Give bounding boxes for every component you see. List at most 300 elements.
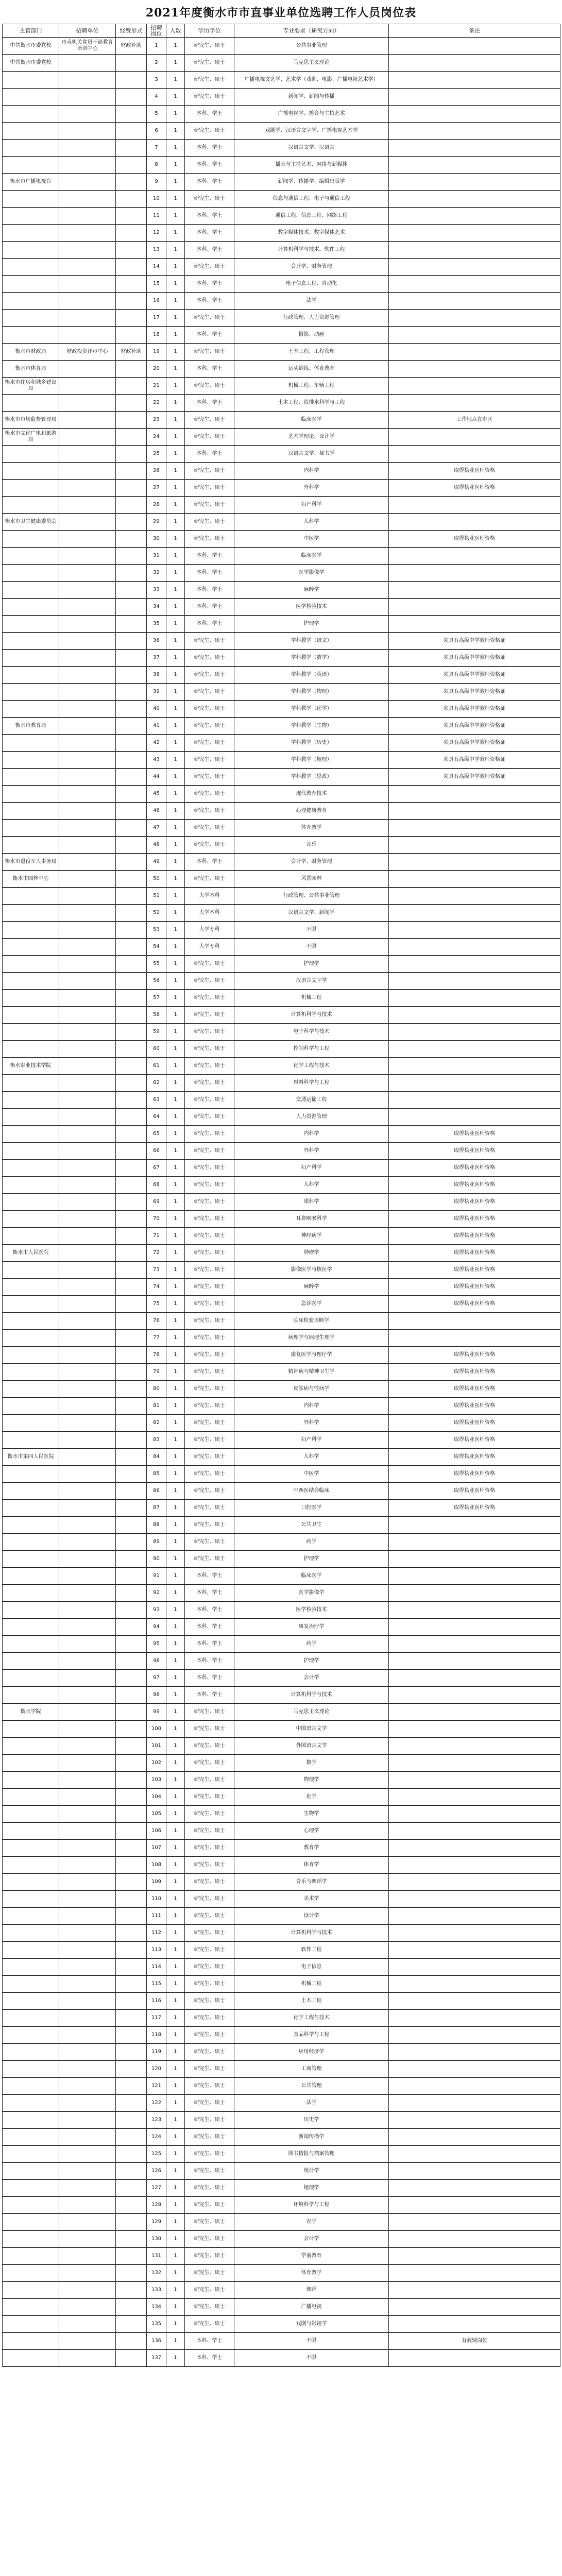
cell-code: 107 (147, 1840, 166, 1857)
cell-dept: 中共衡水市委党校 (3, 38, 59, 55)
cell-edu: 研究生、硕士 (185, 1177, 234, 1194)
cell-code: 64 (147, 1109, 166, 1126)
cell-edu: 本科、学士 (185, 1636, 234, 1653)
table-row (3, 1568, 560, 1585)
cell-note (389, 1619, 560, 1636)
cell-nature (116, 2180, 147, 2197)
cell-edu: 研究生、硕士 (185, 1262, 234, 1279)
cell-nature (116, 2146, 147, 2163)
cell-count: 1 (166, 1500, 185, 1517)
cell-code: 14 (147, 259, 166, 276)
cell-unit (59, 497, 116, 514)
cell-major: 化学 (234, 1789, 389, 1806)
cell-code: 63 (147, 1092, 166, 1109)
cell-note: 须具有高级中学教师资格证 (389, 667, 560, 684)
cell-count: 1 (166, 922, 185, 939)
cell-unit (59, 1891, 116, 1908)
cell-edu: 研究生、硕士 (185, 55, 234, 72)
cell-edu: 研究生、硕士 (185, 497, 234, 514)
cell-unit (59, 106, 116, 123)
cell-nature (116, 1619, 147, 1636)
table-row (3, 1551, 560, 1568)
cell-dept (3, 2044, 59, 2061)
cell-major: 病理学与病理生理学 (234, 1330, 389, 1347)
cell-code: 115 (147, 1976, 166, 1993)
cell-dept (3, 1976, 59, 1993)
table-row (3, 2027, 560, 2044)
cell-unit (59, 1347, 116, 1364)
cell-dept (3, 752, 59, 769)
cell-note (389, 276, 560, 293)
cell-dept (3, 1517, 59, 1534)
cell-dept (3, 225, 59, 242)
cell-dept (3, 735, 59, 752)
cell-code: 81 (147, 1398, 166, 1415)
cell-unit (59, 1075, 116, 1092)
cell-note (389, 905, 560, 922)
cell-major: 设计学 (234, 1908, 389, 1925)
table-row (3, 1500, 560, 1517)
cell-code: 41 (147, 718, 166, 735)
cell-unit (59, 480, 116, 497)
cell-code: 2 (147, 55, 166, 72)
cell-note: 取得执业医师资格 (389, 1483, 560, 1500)
cell-code: 104 (147, 1789, 166, 1806)
cell-note (389, 1772, 560, 1789)
cell-nature (116, 1602, 147, 1619)
cell-unit (59, 259, 116, 276)
cell-dept (3, 480, 59, 497)
cell-unit (59, 1381, 116, 1398)
cell-edu: 研究生、硕士 (185, 1092, 234, 1109)
table-row (3, 548, 560, 565)
cell-edu: 研究生、硕士 (185, 429, 234, 446)
cell-count: 1 (166, 1160, 185, 1177)
cell-dept (3, 565, 59, 582)
cell-nature (116, 1058, 147, 1075)
cell-major: 学科教学（语文） (234, 633, 389, 650)
cell-dept (3, 922, 59, 939)
cell-edu: 研究生、硕士 (185, 2231, 234, 2248)
cell-dept (3, 310, 59, 327)
cell-edu: 研究生、硕士 (185, 633, 234, 650)
cell-count: 1 (166, 1177, 185, 1194)
cell-major: 学科教学（生物） (234, 718, 389, 735)
cell-nature (116, 1194, 147, 1211)
cell-count: 1 (166, 293, 185, 310)
table-row (3, 446, 560, 463)
cell-code: 34 (147, 599, 166, 616)
cell-code: 122 (147, 2095, 166, 2112)
cell-edu: 研究生、硕士 (185, 1772, 234, 1789)
cell-dept (3, 1296, 59, 1313)
cell-nature (116, 599, 147, 616)
cell-unit (59, 1925, 116, 1942)
cell-edu: 本科、学士 (185, 1687, 234, 1704)
cell-code: 116 (147, 1993, 166, 2010)
cell-nature (116, 1925, 147, 1942)
cell-note (389, 1721, 560, 1738)
table-row (3, 1296, 560, 1313)
table-row (3, 514, 560, 531)
cell-unit (59, 1636, 116, 1653)
cell-major: 土木工程、工程管理 (234, 344, 389, 361)
cell-note (389, 2282, 560, 2299)
cell-nature (116, 1857, 147, 1874)
cell-nature (116, 1840, 147, 1857)
cell-note (389, 2299, 560, 2316)
cell-edu: 研究生、硕士 (185, 1398, 234, 1415)
cell-nature (116, 2061, 147, 2078)
cell-edu: 研究生、硕士 (185, 1126, 234, 1143)
cell-note: 取得执业医师资格 (389, 1415, 560, 1432)
cell-nature (116, 752, 147, 769)
cell-unit (59, 616, 116, 633)
cell-code: 61 (147, 1058, 166, 1075)
cell-nature (116, 1211, 147, 1228)
cell-nature (116, 1483, 147, 1500)
cell-nature (116, 1109, 147, 1126)
cell-nature (116, 1806, 147, 1823)
cell-code: 59 (147, 1024, 166, 1041)
cell-unit (59, 2231, 116, 2248)
cell-nature (116, 1466, 147, 1483)
cell-note (389, 1313, 560, 1330)
cell-unit (59, 1789, 116, 1806)
cell-major: 不限 (234, 2333, 389, 2350)
cell-unit (59, 1806, 116, 1823)
cell-dept (3, 1500, 59, 1517)
cell-edu: 研究生、硕士 (185, 2282, 234, 2299)
cell-count: 1 (166, 1092, 185, 1109)
cell-note: 取得执业医师资格 (389, 1228, 560, 1245)
table-row (3, 1092, 560, 1109)
header-unit: 招聘单位 (59, 24, 116, 38)
cell-dept: 衡水市教育局 (3, 718, 59, 735)
table-row (3, 497, 560, 514)
cell-dept (3, 89, 59, 106)
cell-code: 48 (147, 837, 166, 854)
cell-unit (59, 1823, 116, 1840)
cell-major: 法学 (234, 2095, 389, 2112)
cell-dept (3, 259, 59, 276)
cell-nature (116, 259, 147, 276)
cell-note (389, 565, 560, 582)
cell-count: 1 (166, 1789, 185, 1806)
cell-unit (59, 2197, 116, 2214)
cell-code: 42 (147, 735, 166, 752)
cell-note (389, 191, 560, 208)
cell-major: 历史学 (234, 2112, 389, 2129)
cell-unit (59, 786, 116, 803)
table-row (3, 1364, 560, 1381)
cell-nature (116, 803, 147, 820)
cell-nature (116, 1313, 147, 1330)
cell-major: 数字媒体技术、数字媒体艺术 (234, 225, 389, 242)
cell-dept (3, 2163, 59, 2180)
cell-note (389, 2027, 560, 2044)
cell-nature (116, 1228, 147, 1245)
cell-note: 须具有高级中学教师资格证 (389, 752, 560, 769)
cell-dept: 衡水市文化广电和旅游局 (3, 429, 59, 446)
cell-code: 33 (147, 582, 166, 599)
cell-nature (116, 1041, 147, 1058)
cell-nature (116, 1772, 147, 1789)
cell-nature (116, 1398, 147, 1415)
cell-dept (3, 1636, 59, 1653)
cell-major: 外国语言文学 (234, 1738, 389, 1755)
cell-count: 1 (166, 344, 185, 361)
cell-major: 肿瘤学 (234, 1245, 389, 1262)
header-dept: 主管部门 (3, 24, 59, 38)
cell-edu: 研究生、硕士 (185, 2112, 234, 2129)
cell-code: 44 (147, 769, 166, 786)
cell-unit (59, 1313, 116, 1330)
cell-count: 1 (166, 1415, 185, 1432)
cell-code: 88 (147, 1517, 166, 1534)
cell-code: 10 (147, 191, 166, 208)
cell-nature (116, 1279, 147, 1296)
cell-nature (116, 293, 147, 310)
cell-dept (3, 1109, 59, 1126)
cell-note (389, 1024, 560, 1041)
cell-count: 1 (166, 1245, 185, 1262)
cell-nature (116, 514, 147, 531)
cell-code: 85 (147, 1466, 166, 1483)
cell-major: 临床检验诊断学 (234, 1313, 389, 1330)
cell-code: 129 (147, 2214, 166, 2231)
cell-count: 1 (166, 55, 185, 72)
table-row (3, 1993, 560, 2010)
table-row (3, 2146, 560, 2163)
cell-unit (59, 990, 116, 1007)
cell-nature (116, 1568, 147, 1585)
cell-dept: 衡水市广播电视台 (3, 174, 59, 191)
cell-code: 25 (147, 446, 166, 463)
cell-count: 1 (166, 990, 185, 1007)
cell-dept (3, 72, 59, 89)
cell-unit (59, 1772, 116, 1789)
cell-dept (3, 1942, 59, 1959)
cell-dept (3, 157, 59, 174)
table-row (3, 582, 560, 599)
cell-major: 皮肤病与性病学 (234, 1381, 389, 1398)
cell-major: 广播电视学、播音与主持艺术 (234, 106, 389, 123)
cell-code: 113 (147, 1942, 166, 1959)
cell-major: 精神病与精神卫生学 (234, 1364, 389, 1381)
cell-unit (59, 1568, 116, 1585)
cell-major: 学科教学（历史） (234, 735, 389, 752)
cell-code: 82 (147, 1415, 166, 1432)
table-row (3, 1381, 560, 1398)
cell-count: 1 (166, 616, 185, 633)
table-row (3, 174, 560, 191)
table-row (3, 1211, 560, 1228)
cell-note (389, 225, 560, 242)
cell-code: 84 (147, 1449, 166, 1466)
cell-dept (3, 1041, 59, 1058)
cell-edu: 研究生、硕士 (185, 1534, 234, 1551)
cell-nature (116, 1296, 147, 1313)
cell-count: 1 (166, 854, 185, 871)
cell-unit: 市直机关党员干部教育培训中心 (59, 38, 116, 55)
cell-major: 妇产科学 (234, 1432, 389, 1449)
cell-dept (3, 650, 59, 667)
cell-note: 取得执业医师资格 (389, 1143, 560, 1160)
cell-major: 运动训练、体育教育 (234, 361, 389, 378)
cell-unit (59, 650, 116, 667)
cell-note (389, 2316, 560, 2333)
cell-major: 通信工程、信息工程、网络工程 (234, 208, 389, 225)
cell-major: 电子科学与技术 (234, 1024, 389, 1041)
cell-dept (3, 1687, 59, 1704)
cell-dept (3, 2231, 59, 2248)
cell-note (389, 1653, 560, 1670)
cell-note (389, 1857, 560, 1874)
cell-count: 1 (166, 1772, 185, 1789)
cell-nature (116, 157, 147, 174)
cell-nature (116, 667, 147, 684)
cell-unit (59, 463, 116, 480)
cell-dept (3, 1194, 59, 1211)
cell-edu: 本科、学士 (185, 242, 234, 259)
cell-unit (59, 1500, 116, 1517)
cell-note (389, 2163, 560, 2180)
cell-unit (59, 89, 116, 106)
cell-edu: 本科、学士 (185, 276, 234, 293)
cell-unit (59, 1160, 116, 1177)
cell-count: 1 (166, 1041, 185, 1058)
cell-count: 1 (166, 2231, 185, 2248)
cell-note (389, 1959, 560, 1976)
cell-dept: 衡水市退役军人事务局 (3, 854, 59, 871)
cell-note (389, 820, 560, 837)
cell-nature (116, 140, 147, 157)
table-row (3, 1517, 560, 1534)
cell-nature (116, 1517, 147, 1534)
cell-dept (3, 327, 59, 344)
table-row (3, 1245, 560, 1262)
cell-count: 1 (166, 1534, 185, 1551)
cell-code: 28 (147, 497, 166, 514)
cell-major: 临床医学 (234, 548, 389, 565)
cell-dept (3, 191, 59, 208)
header-row (3, 24, 560, 38)
cell-major: 会计学、财务管理 (234, 259, 389, 276)
cell-unit (59, 1619, 116, 1636)
cell-count: 1 (166, 1211, 185, 1228)
cell-nature (116, 1993, 147, 2010)
cell-note (389, 548, 560, 565)
cell-edu: 研究生、硕士 (185, 1075, 234, 1092)
cell-nature (116, 2010, 147, 2027)
cell-dept (3, 1126, 59, 1143)
cell-note (389, 871, 560, 888)
cell-dept: 衡水市市场监督管理局 (3, 412, 59, 429)
cell-edu: 本科、学士 (185, 157, 234, 174)
cell-edu: 本科、学士 (185, 1568, 234, 1585)
cell-unit (59, 1976, 116, 1993)
cell-dept (3, 1874, 59, 1891)
cell-note (389, 2214, 560, 2231)
cell-major: 土木工程 (234, 1993, 389, 2010)
cell-note (389, 786, 560, 803)
cell-note (389, 837, 560, 854)
cell-unit (59, 2299, 116, 2316)
cell-nature (116, 89, 147, 106)
table-row (3, 361, 560, 378)
cell-dept (3, 1262, 59, 1279)
cell-dept: 衡水市人民医院 (3, 1245, 59, 1262)
cell-count: 1 (166, 225, 185, 242)
cell-note (389, 497, 560, 514)
cell-unit (59, 1279, 116, 1296)
cell-count: 1 (166, 1687, 185, 1704)
header-note: 备注 (389, 24, 560, 38)
cell-count: 1 (166, 1075, 185, 1092)
cell-edu: 研究生、硕士 (185, 752, 234, 769)
cell-note (389, 1534, 560, 1551)
cell-unit (59, 956, 116, 973)
cell-unit (59, 1228, 116, 1245)
cell-major: 食品科学与工程 (234, 2027, 389, 2044)
cell-major: 化学工程与技术 (234, 1058, 389, 1075)
cell-unit (59, 1058, 116, 1075)
cell-edu: 研究生、硕士 (185, 412, 234, 429)
cell-dept (3, 1789, 59, 1806)
cell-major: 学科教学（英语） (234, 667, 389, 684)
cell-dept (3, 582, 59, 599)
table-row (3, 412, 560, 429)
cell-note (389, 106, 560, 123)
cell-code: 86 (147, 1483, 166, 1500)
cell-count: 1 (166, 1874, 185, 1891)
cell-unit (59, 2163, 116, 2180)
cell-count: 1 (166, 2282, 185, 2299)
cell-nature (116, 327, 147, 344)
cell-edu: 研究生、硕士 (185, 1415, 234, 1432)
cell-major: 艺术学理论、设计学 (234, 429, 389, 446)
cell-nature (116, 769, 147, 786)
cell-nature (116, 1245, 147, 1262)
cell-count: 1 (166, 1364, 185, 1381)
cell-code: 1 (147, 38, 166, 55)
cell-code: 24 (147, 429, 166, 446)
cell-note: 取得执业医师资格 (389, 1398, 560, 1415)
table-row (3, 2010, 560, 2027)
table-row (3, 2197, 560, 2214)
cell-major: 化学工程与技术 (234, 2010, 389, 2027)
cell-dept (3, 1602, 59, 1619)
cell-dept (3, 820, 59, 837)
cell-code: 19 (147, 344, 166, 361)
cell-count: 1 (166, 1738, 185, 1755)
cell-code: 103 (147, 1772, 166, 1789)
cell-nature (116, 55, 147, 72)
cell-major: 新闻传播学 (234, 2129, 389, 2146)
table-row (3, 599, 560, 616)
cell-unit (59, 939, 116, 956)
table-row (3, 225, 560, 242)
cell-edu: 本科、学士 (185, 293, 234, 310)
cell-edu: 研究生、硕士 (185, 2129, 234, 2146)
cell-code: 57 (147, 990, 166, 1007)
cell-unit (59, 140, 116, 157)
cell-nature (116, 837, 147, 854)
cell-dept (3, 2299, 59, 2316)
cell-count: 1 (166, 1432, 185, 1449)
cell-dept (3, 1823, 59, 1840)
